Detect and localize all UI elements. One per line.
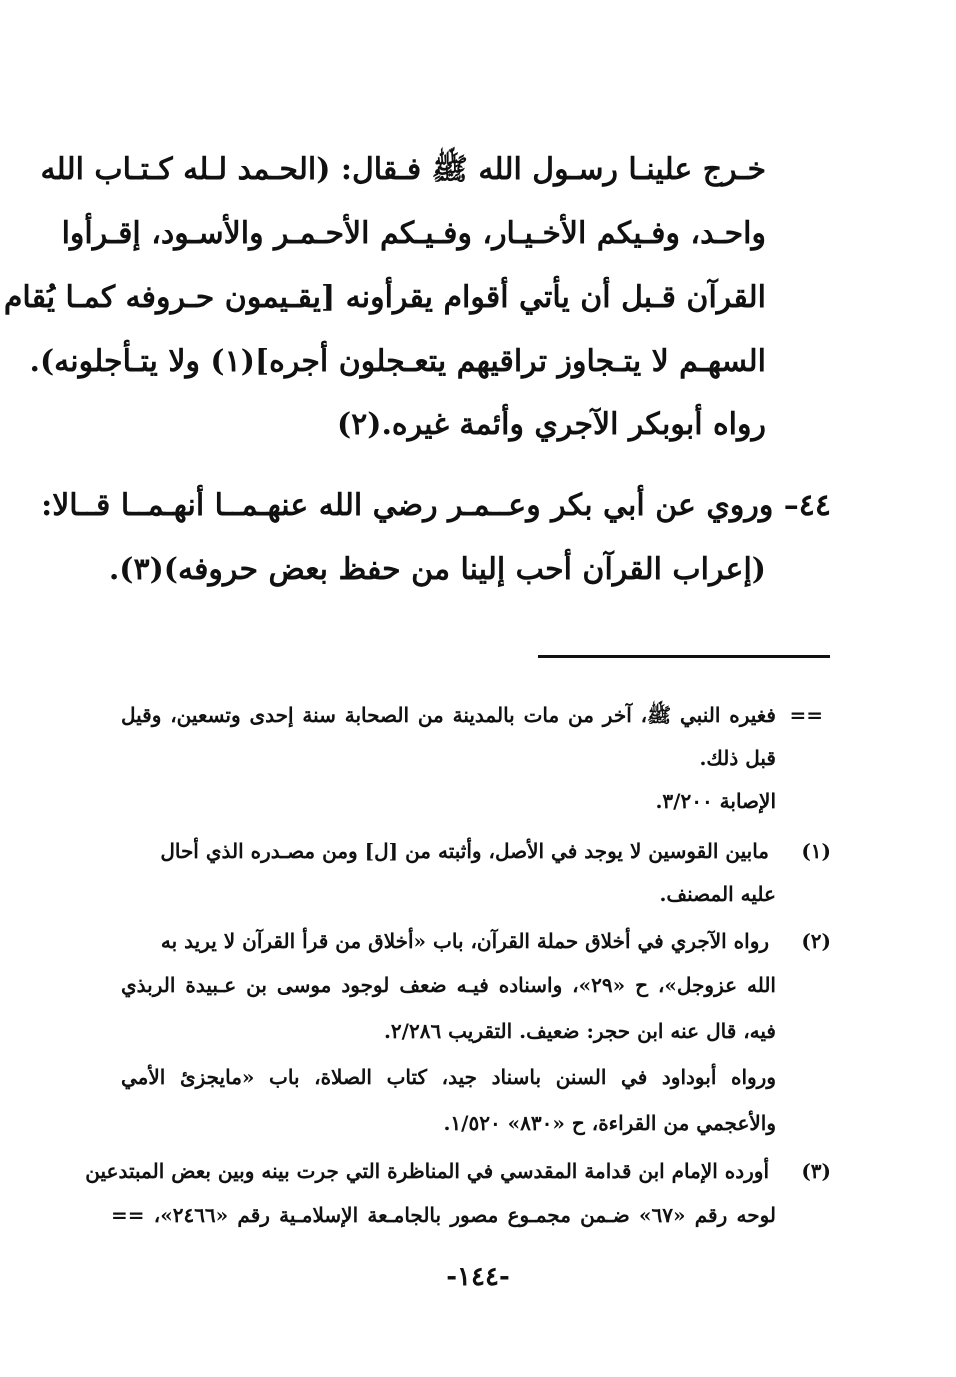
footnote-2-line-2: الله عزوجل»، ح «٢٩»، واسناده فيـه ضعف لوجود موسى بن عـبيدة الربذي [121, 973, 776, 997]
footnote-3-number: (٣) [801, 1159, 831, 1183]
footnote-1-line-1 [121, 836, 831, 866]
footnote-3-line-1 [85, 1156, 831, 1186]
footnote-2-line-3: فيه، قال عنه ابن حجر: ضعيف. التقريب ٢/٢٨٦. [383, 1019, 776, 1043]
main-text-line-5: رواه أبوبكر الآجري وأئمة غيره.(٢) [336, 407, 766, 442]
footnote-1-number: (١) [801, 839, 831, 863]
main-text-line-3: القرآن قـبل أن يأتي أقوام يقرأونه [يقـيمون حـروفه كمـا يُقام [3, 280, 766, 315]
main-text-line-2: واحـد، وفـيكم الأخـيـار، وفـيـكم الأحـمـر والأسـود، إقـرأوا [61, 216, 766, 251]
item-44-line-2: (إعراب القرآن أحب إلينا من حفظ بعض حروفه)(٣). [108, 552, 766, 587]
footnote-continued-line-2: قبل ذلك. [699, 746, 776, 770]
footnote-continued-line-3: الإصابة ٣/٢٠٠. [655, 789, 776, 813]
footnote-2-line-1 [121, 926, 831, 956]
footnote-divider [538, 655, 830, 658]
footnote-3-line-2: لوحه رقم «٦٧» ضـمن مجمـوع مصور بالجامـعة الإسلامـية رقم «٢٤٦٦»، == [111, 1203, 776, 1227]
footnote-1-line-2: عليه المصنف. [659, 882, 776, 906]
footnote-2-line-4: ورواه أبوداود في السنن باسناد جيد، كتاب الصلاة، باب «مايجزئ الأمي [121, 1065, 776, 1089]
footnote-3-text: أورده الإمام ابن قدامة المقدسي في المناظرة التي جرت بينه وبين بعض المبتدعين [85, 1159, 770, 1183]
page-number: -١٤٤- [446, 1262, 510, 1292]
main-text-line-4: السهـم لا يتـجاوز تراقيهم يتعـجلون أجره](١) ولا يتـأجلونه). [29, 344, 766, 379]
footnote-continuation-mark: == [789, 703, 823, 727]
item-44-text: وروي عن أبي بكر وعــمـر رضي الله عنهـمــا أنهـمــا قــالا: [41, 488, 774, 523]
footnote-2-text: رواه الآجري في أخلاق حملة القرآن، باب «أخلاق من قرأ القرآن لا يريد به [160, 929, 770, 953]
footnote-1-text: مابين القوسين لا يوجد في الأصل، وأثبته من [ل] ومن مصـدره الذي أحال [160, 839, 770, 863]
footnote-2-line-5: والأعجمي من القراءة، ح «٨٣٠» ١/٥٢٠. [443, 1111, 776, 1135]
item-44-line-1 [41, 486, 831, 526]
main-text-line-1: خـرج علينـا رسـول الله ﷺ فـقال: (الحـمد لـله كـتـاب الله [40, 152, 766, 187]
item-44-number: ٤٤– [783, 488, 831, 523]
footnote-2-number: (٢) [801, 929, 831, 953]
footnote-continued-line-1: فغيره النبي ﷺ، آخر من مات بالمدينة من الصحابة سنة إحدى وتسعين، وقيل [121, 703, 776, 727]
